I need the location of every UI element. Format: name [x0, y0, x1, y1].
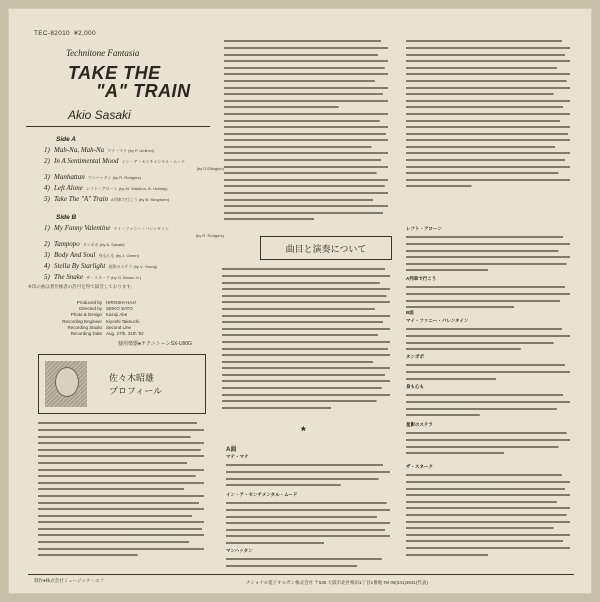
- biography-text: [38, 420, 204, 570]
- intro-text: [224, 38, 388, 226]
- side-b-label: Side B: [56, 214, 77, 221]
- artist-name: Akio Sasaki: [68, 108, 131, 122]
- subhead-mah-na: マナ・マナ: [226, 454, 249, 459]
- text-left-alone: [406, 234, 570, 274]
- catalog-number: TEC-82010 ¥2,000: [34, 30, 96, 37]
- divider: [26, 126, 210, 127]
- label-address: ナショナル電子オルガン株式会社 〒530 大阪市北区梅田1丁目1番地 Tel 06(341)4631(代表): [246, 580, 428, 585]
- side-a-heading: A面: [226, 447, 237, 453]
- profile-heading: プロフィール: [109, 387, 163, 397]
- track: 5) Take The "A" Train A列車で行こう (by B. Strayhorn): [44, 195, 170, 203]
- text-body-soul: [406, 392, 570, 422]
- commentary-text: [222, 266, 390, 422]
- subhead-tampopo: タンポポ: [406, 354, 424, 359]
- profile-artist-name: 佐々木昭雄: [109, 374, 155, 384]
- profile-box: [38, 354, 206, 414]
- side-a-label: Side A: [56, 136, 76, 143]
- asterisk-divider: *: [301, 424, 306, 438]
- price: ¥2,000: [74, 30, 96, 37]
- track: 2) In A Sentimental Mood イン・ア・センチメンタル・ムード: [44, 157, 185, 165]
- side-b-heading: B面: [406, 310, 414, 315]
- subhead-manhattan: マンハッタン: [226, 548, 253, 553]
- series-name: Technitone Fantasia: [66, 48, 140, 58]
- subhead-a-train: A列車で行こう: [406, 276, 437, 281]
- side-b-tracklist: [44, 224, 224, 284]
- track-credit: (by R. Rodgers): [195, 233, 224, 238]
- side-a-tracklist: [44, 146, 224, 206]
- text-snake: [406, 472, 570, 558]
- artist-photo: [45, 361, 87, 407]
- copyright-footnote: ※印の曲は著作権者の許可を得て録音しております。: [28, 284, 135, 289]
- text-sentimental: [226, 500, 390, 550]
- track-credit: (by D.Ellington): [196, 166, 224, 171]
- track: 5) The Snake ザ・スネーク (by O. Brown Jr.): [44, 273, 142, 281]
- subhead-stella: 星影のステラ: [406, 422, 433, 427]
- text-mah-na: [226, 462, 390, 492]
- subhead-valentine: マイ・ファニー・バレンタイン: [406, 318, 469, 323]
- tracklist-panel: [26, 38, 224, 298]
- track: 2) Tampopo タンポポ (by A. Sasaki): [44, 240, 125, 248]
- track: 1) Mah-Na, Mah-Na マナ・マナ (by P. Umiloni): [44, 146, 154, 154]
- back-cover: [8, 8, 592, 594]
- producer-credit: 制作●株式会社ミュージック・エフ: [34, 578, 105, 583]
- text-a-train: [406, 284, 570, 312]
- subhead-sentimental: イン・ア・センチメンタル・ムード: [226, 492, 298, 497]
- track: 3) Body And Soul 身も心も (by J. Green): [44, 251, 139, 259]
- subhead-body-soul: 身も心も: [406, 384, 424, 389]
- subhead-snake: ザ・スネーク: [406, 464, 433, 469]
- track: 1) My Funny Valentine マイ・ファニー・バレンタイン: [44, 224, 169, 232]
- track: 3) Manhattan マンハッタン (by R. Rodgers): [44, 173, 141, 181]
- section-heading: 曲目と演奏について: [260, 236, 392, 260]
- instrument-note: 使用楽器●テクニトーンSX-U90G: [118, 341, 193, 347]
- album-title: TAKE THE "A" TRAIN: [68, 63, 191, 101]
- text-manhattan: [226, 556, 390, 570]
- track: 4) Stella By Starlight 星影のステラ (by V. Young): [44, 262, 158, 270]
- subhead-left-alone: レフト・アローン: [406, 226, 442, 231]
- footer-divider: [28, 574, 574, 575]
- track: 4) Left Alone レフト・アローン (by M. Waldron, B. Holiday): [44, 184, 168, 192]
- intro-text-continued: [406, 38, 570, 208]
- text-stella: [406, 430, 570, 460]
- text-valentine: [406, 326, 570, 352]
- text-tampopo: [406, 362, 570, 382]
- staff-credits: Produced by HIROSHI HAJI Directed by SEIKO SATO Photo & Design Kazuji Abe Recording Engineer Kiyoshi Takeuchi Recording Studio Second Line Recording Date Aug. 27th, 31th '82: [62, 300, 144, 337]
